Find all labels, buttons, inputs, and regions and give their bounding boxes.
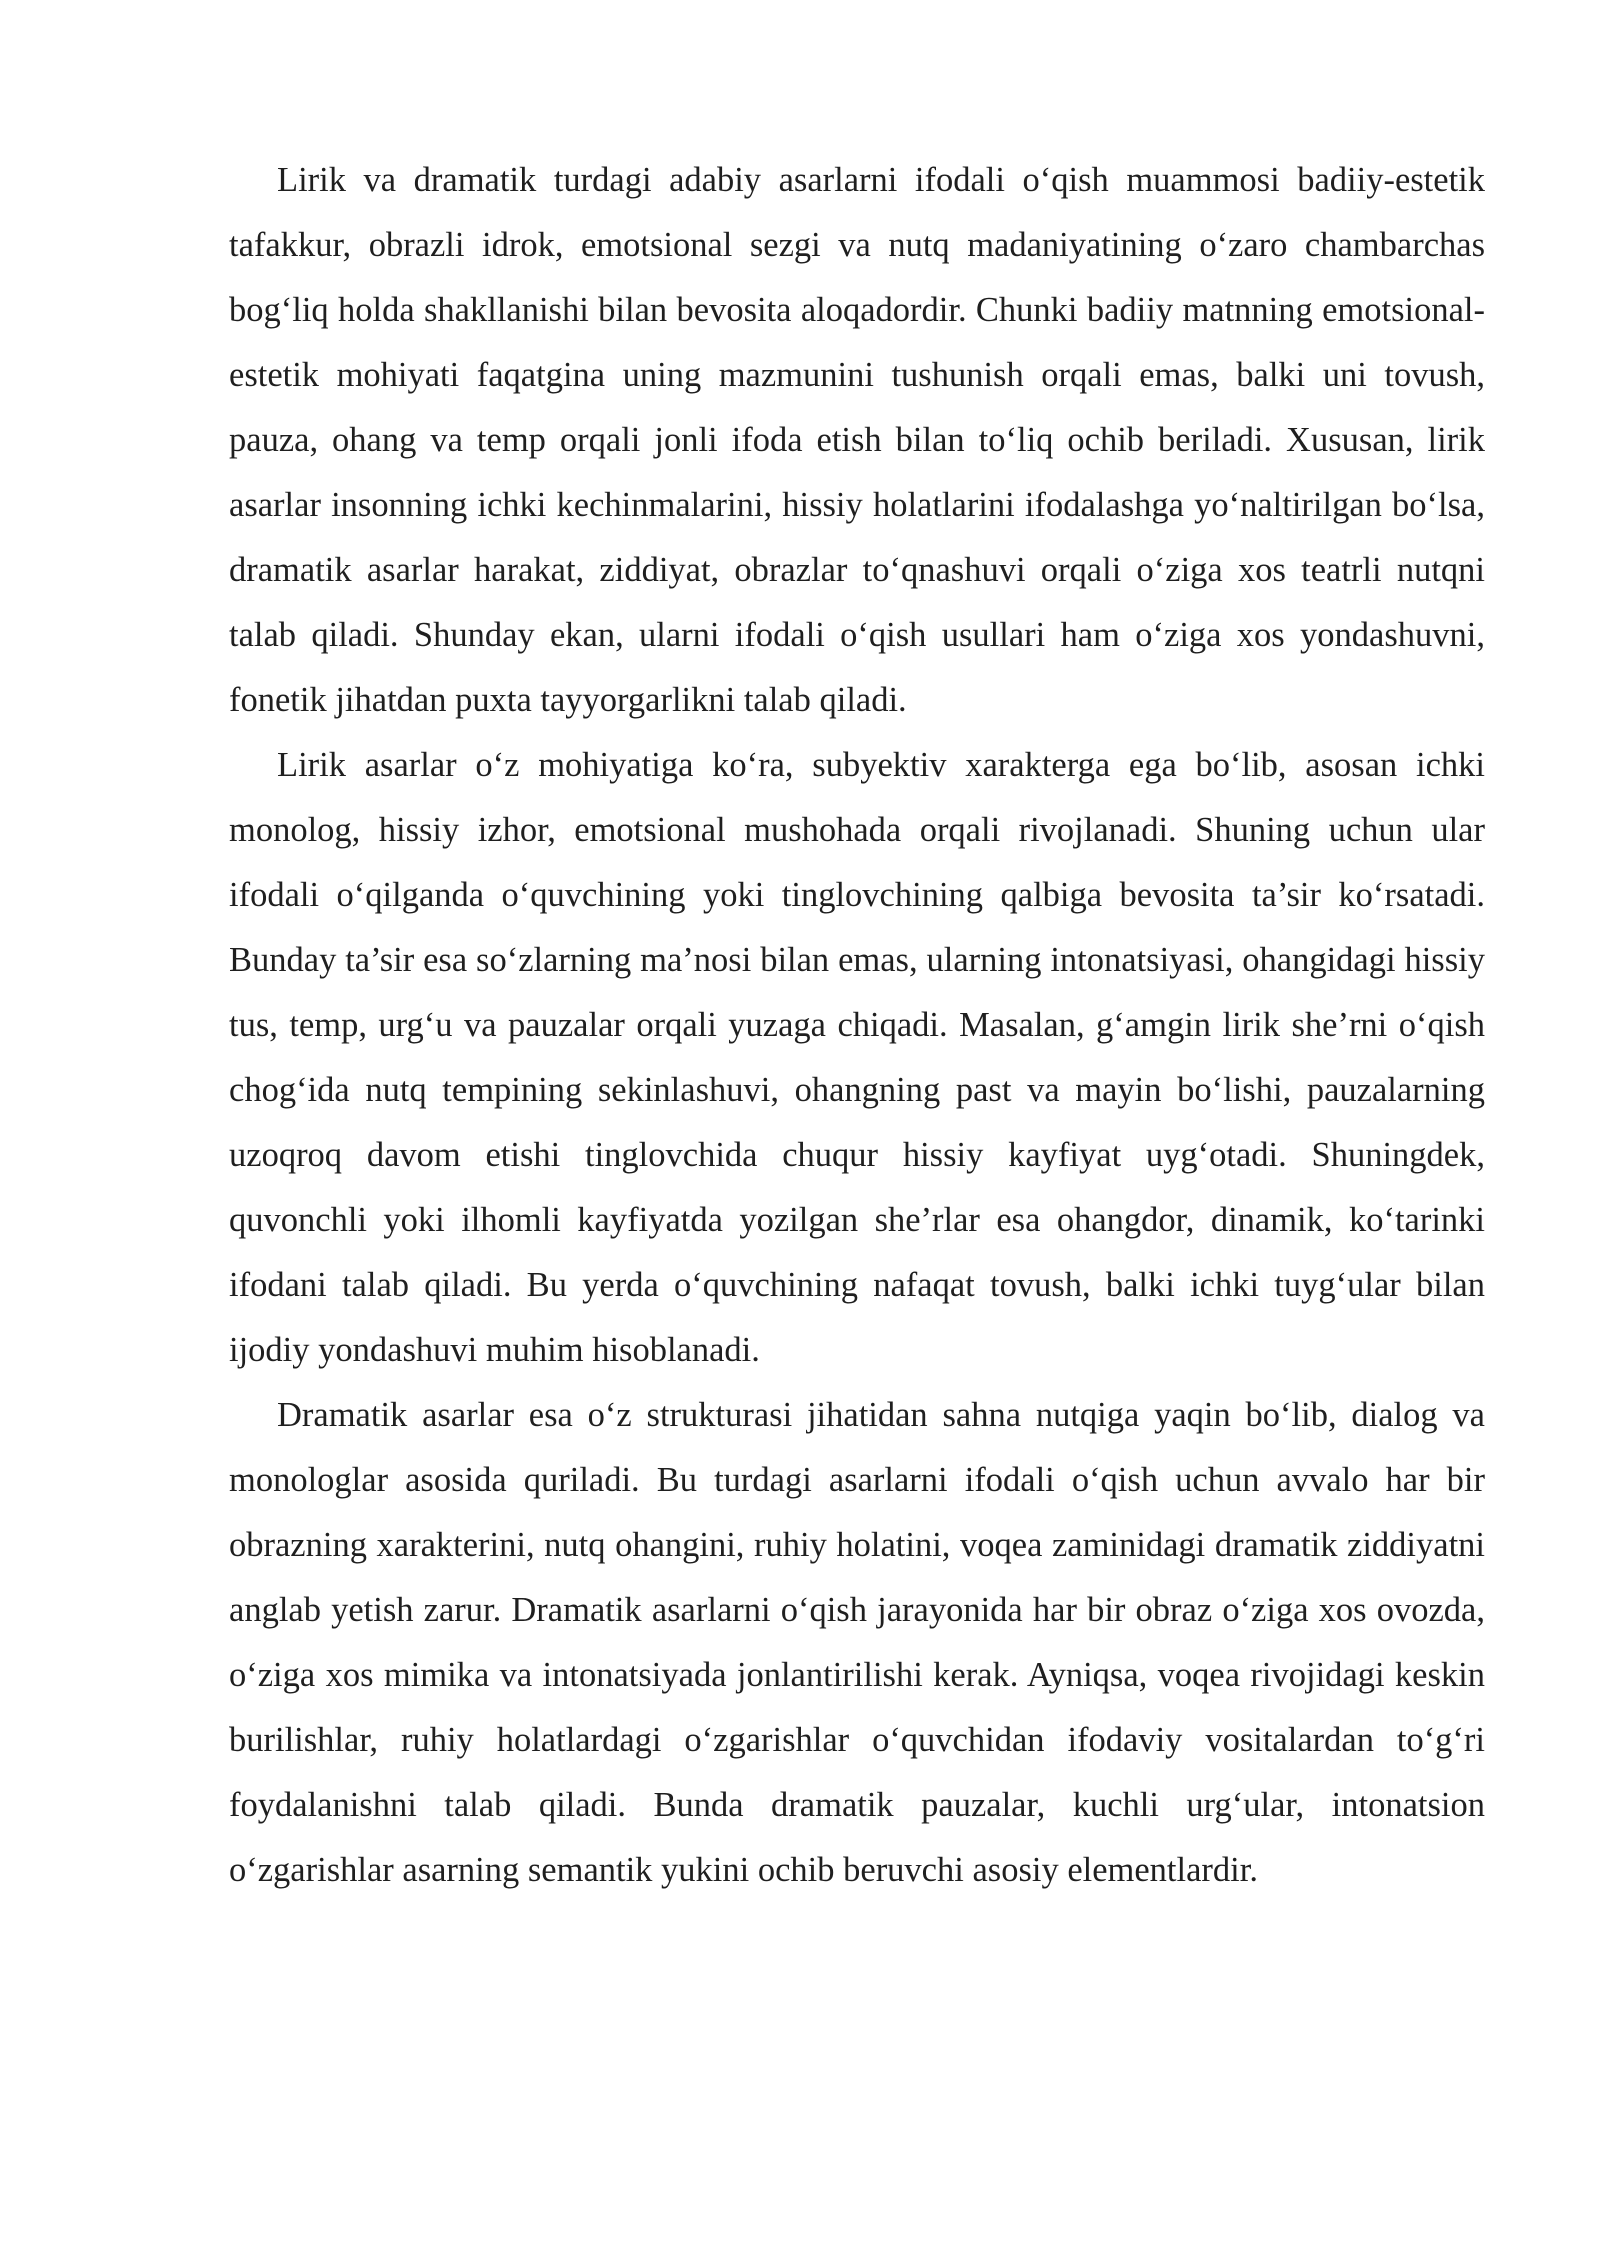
paragraph-lyric-dramatic-intro: Lirik va dramatik turdagi adabiy asarlarni ifodali o‘qish muammosi badiiy-estetik tafakkur, obrazli idrok, emotsional sezgi va nutq madaniyatining o‘zaro chambarchas bog‘liq holda shakllanishi bilan bevosita aloqadordir. Chunki badiiy matnning emotsional-estetik mohiyati faqatgina uning mazmunini tushunish orqali emas, balki uni tovush, pauza, ohang va temp orqali jonli ifoda etish bilan to‘liq ochib beriladi. Xususan, lirik asarlar insonning ichki kechinmalarini, hissiy holatlarini ifodalashga yo‘naltirilgan bo‘lsa, dramatik asarlar harakat, ziddiyat, obrazlar to‘qnashuvi orqali o‘ziga xos teatrli nutqni talab qiladi. Shunday ekan, ularni ifodali o‘qish usullari ham o‘ziga xos yondashuvni, fonetik jihatdan puxta tayyorgarlikni talab qiladi. [229, 161, 1485, 719]
paragraph-dramatic-works: Dramatik asarlar esa o‘z strukturasi jihatidan sahna nutqiga yaqin bo‘lib, dialog va monologlar asosida quriladi. Bu turdagi asarlarni ifodali o‘qish uchun avvalo har bir obrazning xarakterini, nutq ohangini, ruhiy holatini, voqea zaminidagi dramatik ziddiyatni anglab yetish zarur. Dramatik asarlarni o‘qish jarayonida har bir obraz o‘ziga xos ovozda, o‘ziga xos mimika va intonatsiyada jonlantirilishi kerak. Ayniqsa, voqea rivojidagi keskin burilishlar, ruhiy holatlardagi o‘zgarishlar o‘quvchidan ifodaviy vositalardan to‘g‘ri foydalanishni talab qiladi. Bunda dramatik pauzalar, kuchli urg‘ular, intonatsion o‘zgarishlar asarning semantik yukini ochib beruvchi asosiy elementlardir. [229, 1396, 1485, 1889]
document-body [229, 148, 1485, 1903]
paragraph-lyric-works: Lirik asarlar o‘z mohiyatiga ko‘ra, subyektiv xarakterga ega bo‘lib, asosan ichki monolog, hissiy izhor, emotsional mushohada orqali rivojlanadi. Shuning uchun ular ifodali o‘qilganda o‘quvchining yoki tinglovchining qalbiga bevosita ta’sir ko‘rsatadi. Bunday ta’sir esa so‘zlarning ma’nosi bilan emas, ularning intonatsiyasi, ohangidagi hissiy tus, temp, urg‘u va pauzalar orqali yuzaga chiqadi. Masalan, g‘amgin lirik she’rni o‘qish chog‘ida nutq tempining sekinlashuvi, ohangning past va mayin bo‘lishi, pauzalarning uzoqroq davom etishi tinglovchida chuqur hissiy kayfiyat uyg‘otadi. Shuningdek, quvonchli yoki ilhomli kayfiyatda yozilgan she’rlar esa ohangdor, dinamik, ko‘tarinki ifodani talab qiladi. Bu yerda o‘quvchining nafaqat tovush, balki ichki tuyg‘ular bilan ijodiy yondashuvi muhim hisoblanadi. [229, 746, 1485, 1369]
